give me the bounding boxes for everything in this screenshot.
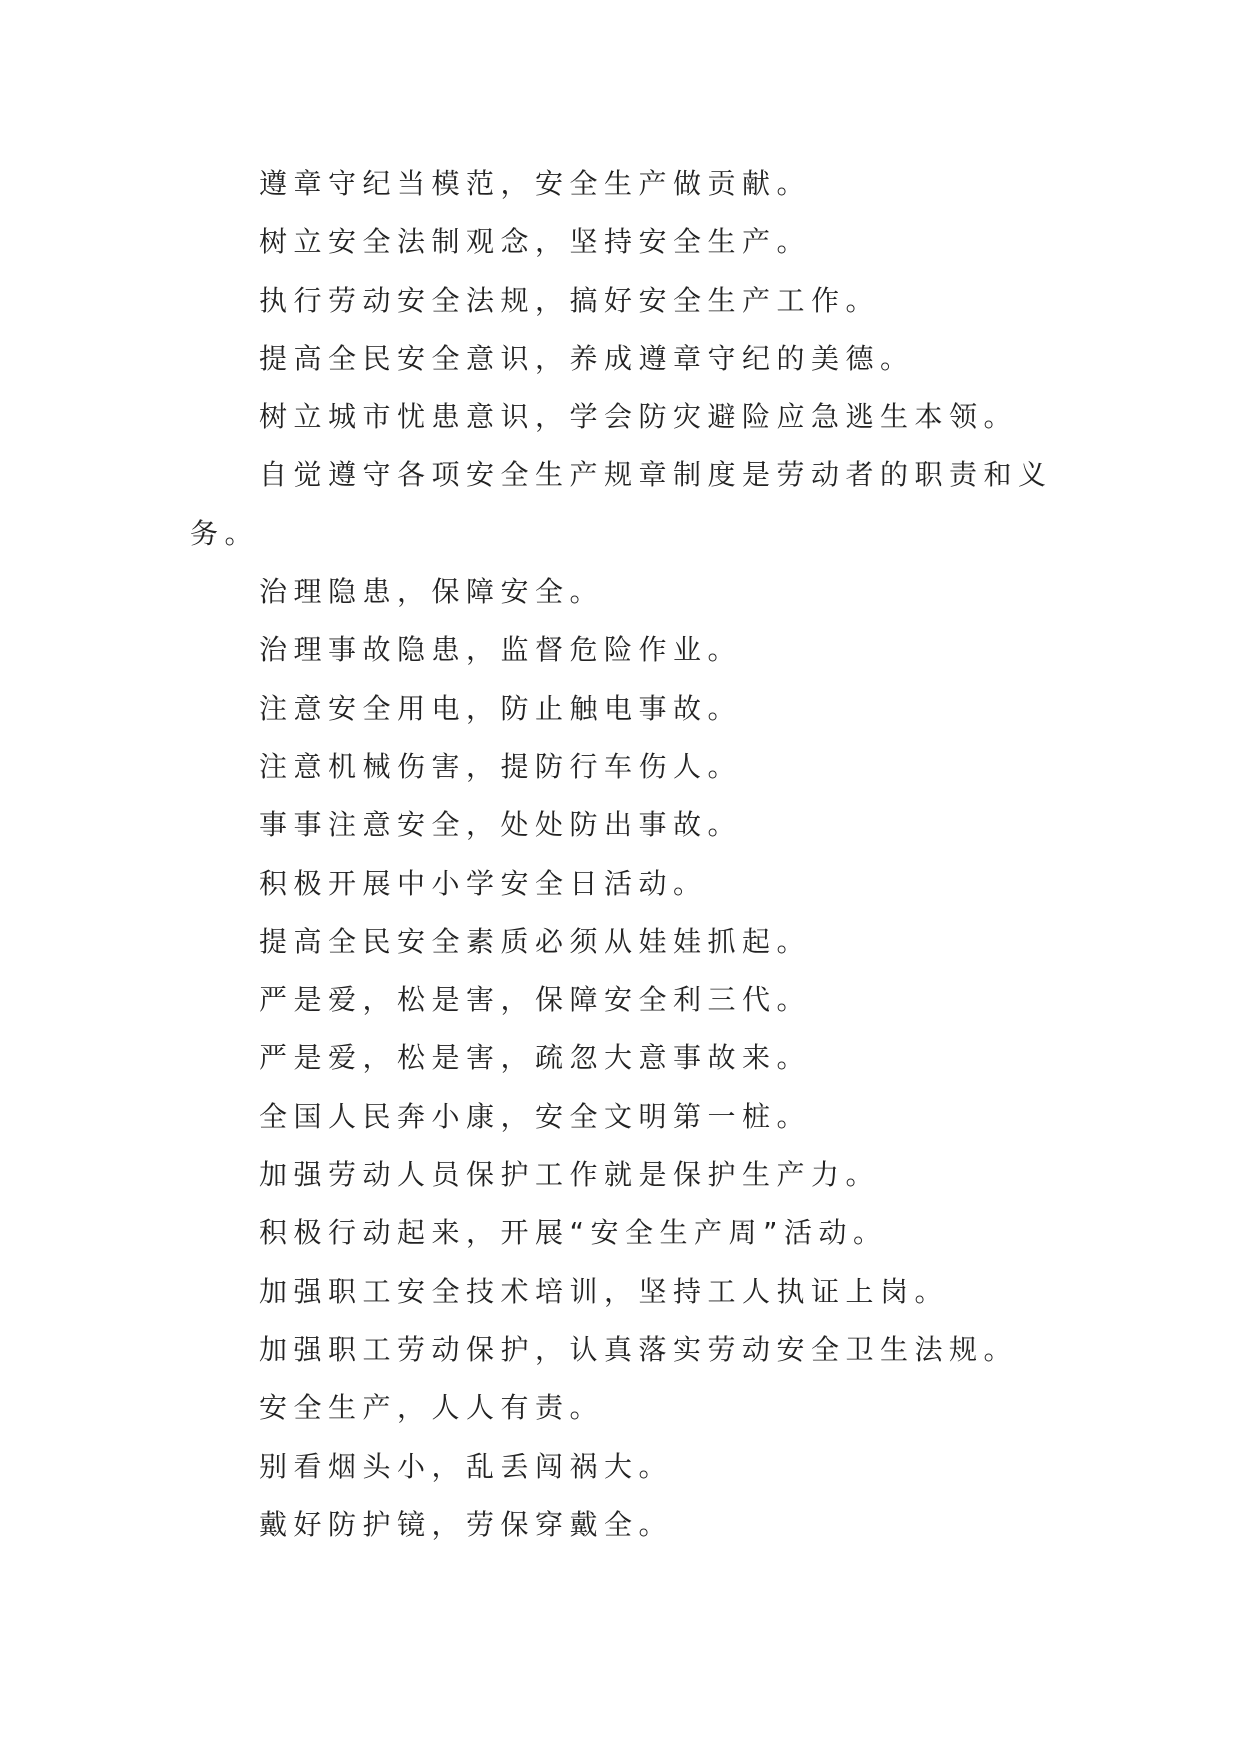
slogan-paragraph — [190, 913, 1056, 971]
slogan-paragraph — [190, 1029, 1056, 1087]
slogan-line: 提高全民安全素质必须从娃娃抓起。 — [259, 924, 812, 958]
slogan-list — [190, 155, 1056, 1554]
slogan-paragraph — [190, 796, 1056, 854]
slogan-paragraph — [190, 1496, 1056, 1554]
slogan-line: 严是爱，松是害，疏忽大意事故来。 — [259, 1041, 812, 1075]
slogan-line: 自觉遵守各项安全生产规章制度是劳动者的职责和义 — [259, 458, 1053, 492]
slogan-line: 加强劳动人员保护工作就是保护生产力。 — [259, 1158, 881, 1192]
slogan-paragraph — [190, 680, 1056, 738]
slogan-line: 治理事故隐患，监督危险作业。 — [259, 633, 743, 667]
slogan-line: 别看烟头小，乱丢闯祸大。 — [259, 1449, 674, 1483]
slogan-paragraph — [190, 388, 1056, 446]
slogan-paragraph — [190, 330, 1056, 388]
slogan-line: 遵章守纪当模范，安全生产做贡献。 — [259, 167, 812, 200]
slogan-paragraph — [190, 1379, 1056, 1437]
slogan-line: 注意安全用电，防止触电事故。 — [259, 691, 743, 725]
slogan-paragraph — [190, 1263, 1056, 1321]
slogan-line: 注意机械伤害，提防行车伤人。 — [259, 749, 743, 783]
slogan-paragraph — [190, 272, 1056, 330]
slogan-paragraph — [190, 1088, 1056, 1146]
slogan-paragraph — [190, 446, 1056, 563]
slogan-line: 积极开展中小学安全日活动。 — [259, 866, 708, 900]
slogan-paragraph — [190, 971, 1056, 1029]
slogan-paragraph — [190, 213, 1056, 271]
slogan-paragraph — [190, 621, 1056, 679]
slogan-paragraph — [190, 1321, 1056, 1379]
slogan-paragraph — [190, 563, 1056, 621]
slogan-line: 加强职工安全技术培训，坚持工人执证上岗。 — [259, 1274, 950, 1308]
slogan-line: 戴好防护镜，劳保穿戴全。 — [259, 1507, 674, 1541]
slogan-paragraph — [190, 155, 1056, 213]
slogan-line-continuation: 务。 — [190, 516, 260, 550]
slogan-line: 树立安全法制观念，坚持安全生产。 — [259, 225, 812, 259]
slogan-paragraph — [190, 738, 1056, 796]
slogan-paragraph — [190, 1146, 1056, 1204]
slogan-line: 加强职工劳动保护，认真落实劳动安全卫生法规。 — [259, 1332, 1019, 1366]
slogan-paragraph — [190, 855, 1056, 913]
slogan-paragraph — [190, 1438, 1056, 1496]
slogan-line: 积极行动起来，开展“安全生产周”活动。 — [259, 1216, 888, 1250]
slogan-line: 事事注意安全，处处防出事故。 — [259, 808, 743, 842]
slogan-line: 全国人民奔小康，安全文明第一桩。 — [259, 1099, 812, 1133]
slogan-line: 执行劳动安全法规，搞好安全生产工作。 — [259, 283, 881, 317]
slogan-line: 提高全民安全意识，养成遵章守纪的美德。 — [259, 341, 915, 375]
slogan-line: 树立城市忧患意识，学会防灾避险应急逃生本领。 — [259, 400, 1019, 434]
slogan-paragraph — [190, 1204, 1056, 1262]
slogan-line: 治理隐患，保障安全。 — [259, 575, 605, 609]
slogan-line: 安全生产，人人有责。 — [259, 1391, 605, 1425]
slogan-line: 严是爱，松是害，保障安全利三代。 — [259, 983, 812, 1017]
